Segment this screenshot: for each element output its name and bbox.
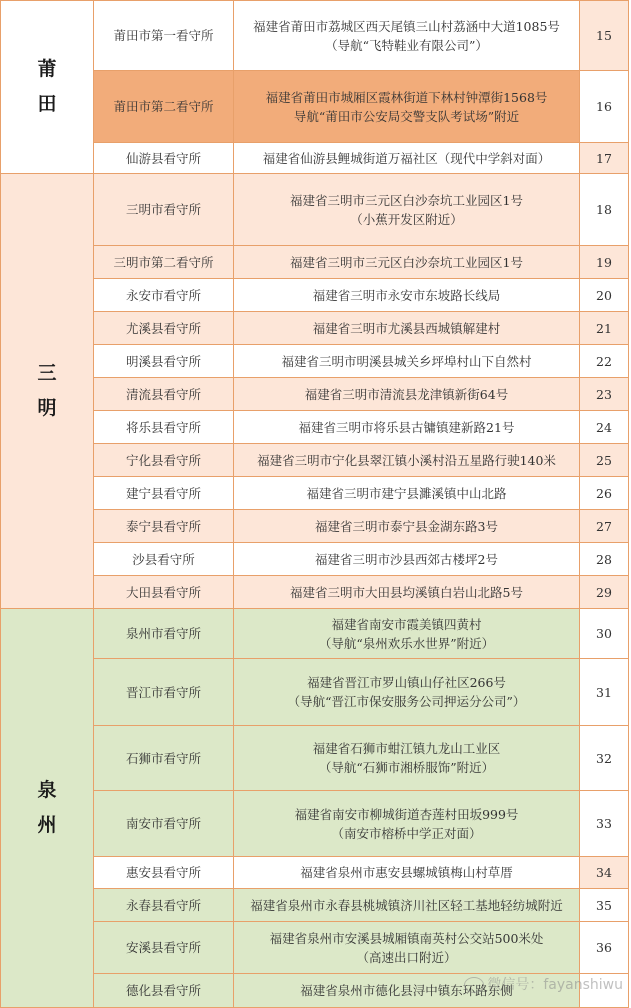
table-row	[1, 71, 629, 143]
row-number: 22	[580, 345, 629, 378]
city-char: 明	[37, 397, 57, 419]
row-number: 17	[580, 143, 629, 174]
facility-name: 永安市看守所	[94, 279, 234, 312]
facility-name: 南安市看守所	[94, 791, 234, 857]
table-body	[1, 1, 629, 1008]
row-number: 21	[580, 312, 629, 345]
facility-address	[234, 791, 580, 857]
address-line: 福建省三明市宁化县翠江镇小溪村沿五星路行驶140米	[257, 452, 556, 468]
city-char: 泉	[37, 779, 57, 801]
facility-address	[234, 576, 580, 609]
facility-name: 明溪县看守所	[94, 345, 234, 378]
address-line: 福建省三明市明溪县城关乡坪埠村山下自然村	[281, 353, 532, 369]
row-number: 23	[580, 378, 629, 411]
facility-name: 惠安县看守所	[94, 857, 234, 889]
facility-address	[234, 174, 580, 246]
facility-name: 石狮市看守所	[94, 726, 234, 791]
city-cell	[1, 609, 94, 1008]
address-line: （导航“飞特鞋业有限公司”）	[325, 37, 488, 53]
facility-name: 晋江市看守所	[94, 659, 234, 726]
facility-address	[234, 345, 580, 378]
facility-name: 尤溪县看守所	[94, 312, 234, 345]
row-number: 20	[580, 279, 629, 312]
address-line: 福建省泉州市德化县浔中镇东环路东侧	[300, 983, 513, 998]
facility-name: 将乐县看守所	[94, 411, 234, 444]
facility-name: 泰宁县看守所	[94, 510, 234, 543]
facility-name: 宁化县看守所	[94, 444, 234, 477]
table-row	[1, 444, 629, 477]
facility-name: 安溪县看守所	[94, 922, 234, 974]
address-line: 福建省泉州市惠安县螺城镇梅山村草厝	[300, 865, 513, 880]
address-line: 福建省三明市建宁县濉溪镇中山北路	[306, 485, 507, 501]
facility-address	[234, 411, 580, 444]
address-line: 福建省晋江市罗山镇山仔社区266号	[307, 675, 506, 690]
table-row	[1, 609, 629, 659]
address-line: 福建省石狮市蚶江镇九龙山工业区	[312, 741, 501, 756]
address-line: 福建省三明市三元区白沙奈坑工业园区1号	[290, 192, 523, 208]
table-row	[1, 477, 629, 510]
facility-address	[234, 246, 580, 279]
facility-name: 清流县看守所	[94, 378, 234, 411]
facility-address	[234, 279, 580, 312]
city-char: 州	[37, 814, 57, 836]
facility-address	[234, 510, 580, 543]
facility-address	[234, 143, 580, 174]
row-number: 27	[580, 510, 629, 543]
facility-address	[234, 726, 580, 791]
facility-address	[234, 857, 580, 889]
table-row	[1, 922, 629, 974]
table-row	[1, 246, 629, 279]
facility-name: 德化县看守所	[94, 974, 234, 1008]
watermark-text: 微信号：fayanshiwu	[487, 977, 623, 993]
row-number: 31	[580, 659, 629, 726]
address-line: 福建省三明市清流县龙津镇新街64号	[304, 386, 509, 402]
row-number: 36	[580, 922, 629, 974]
city-cell	[1, 174, 94, 609]
facility-address	[234, 974, 580, 1008]
row-number: 15	[580, 1, 629, 71]
address-line: 福建省三明市三元区白沙奈坑工业园区1号	[290, 254, 523, 270]
address-line: 福建省仙游县鲤城街道万福社区（现代中学斜对面）	[262, 150, 551, 166]
table-row	[1, 974, 629, 1008]
facility-address	[234, 922, 580, 974]
table-row	[1, 510, 629, 543]
row-number: 25	[580, 444, 629, 477]
row-number	[580, 974, 629, 1008]
facility-address	[234, 71, 580, 143]
address-line: 福建省莆田市城厢区霞林街道下林村钟潭街1568号	[265, 89, 548, 105]
table-row	[1, 312, 629, 345]
city-char: 莆	[37, 58, 57, 80]
address-line: （南安市榕桥中学正对面）	[331, 825, 482, 841]
table-row	[1, 726, 629, 791]
address-line: 福建省三明市永安市东坡路长线局	[312, 287, 501, 303]
row-number: 35	[580, 889, 629, 922]
table-row	[1, 411, 629, 444]
table-row	[1, 543, 629, 576]
city-cell	[1, 1, 94, 174]
row-number: 28	[580, 543, 629, 576]
table-row	[1, 174, 629, 246]
facility-address	[234, 378, 580, 411]
table-row	[1, 378, 629, 411]
row-number: 24	[580, 411, 629, 444]
address-line: 福建省南安市霞美镇四黄村	[331, 616, 482, 632]
row-number: 33	[580, 791, 629, 857]
address-line: （导航“晋江市保安服务公司押运分公司”）	[287, 694, 526, 709]
row-number: 19	[580, 246, 629, 279]
row-number: 18	[580, 174, 629, 246]
address-line: 福建省三明市尤溪县西城镇解建村	[312, 320, 501, 336]
facility-address	[234, 477, 580, 510]
facility-address	[234, 1, 580, 71]
row-number: 34	[580, 857, 629, 889]
table-row	[1, 1, 629, 71]
row-number: 32	[580, 726, 629, 791]
row-number: 16	[580, 71, 629, 143]
facility-name: 大田县看守所	[94, 576, 234, 609]
facility-name: 三明市第二看守所	[94, 246, 234, 279]
row-number: 30	[580, 609, 629, 659]
facility-name: 三明市看守所	[94, 174, 234, 246]
address-line: （小蕉开发区附近）	[350, 211, 463, 227]
city-char: 三	[37, 362, 57, 384]
facility-name: 建宁县看守所	[94, 477, 234, 510]
address-line: 福建省三明市沙县西郊古楼坪2号	[315, 551, 498, 567]
facility-address	[234, 543, 580, 576]
facility-address	[234, 889, 580, 922]
table-row	[1, 279, 629, 312]
table-row	[1, 143, 629, 174]
facility-name: 沙县看守所	[94, 543, 234, 576]
address-line: 福建省三明市大田县均溪镇白岩山北路5号	[290, 584, 523, 600]
facility-address	[234, 444, 580, 477]
facility-address	[234, 312, 580, 345]
row-number: 26	[580, 477, 629, 510]
city-char: 田	[37, 93, 57, 115]
table-row	[1, 576, 629, 609]
facility-address	[234, 659, 580, 726]
table-row	[1, 889, 629, 922]
row-number: 29	[580, 576, 629, 609]
address-line: 福建省三明市泰宁县金湖东路3号	[315, 518, 498, 534]
address-line: 福建省南安市柳城街道杏莲村田坂999号	[294, 806, 519, 822]
table-row	[1, 857, 629, 889]
address-line: （导航“泉州欢乐水世界”附近）	[318, 635, 495, 651]
table-row	[1, 791, 629, 857]
facility-address	[234, 609, 580, 659]
address-line: 福建省泉州市安溪县城厢镇南英村公交站500米处	[269, 930, 544, 946]
facility-name: 莆田市第一看守所	[94, 1, 234, 71]
facility-name: 莆田市第二看守所	[94, 71, 234, 143]
address-line: （高速出口附近）	[356, 949, 457, 965]
address-line: 福建省三明市将乐县古镛镇建新路21号	[298, 419, 515, 435]
address-line: 导航“莆田市公安局交警支队考试场”附近	[293, 108, 520, 124]
facility-name: 仙游县看守所	[94, 143, 234, 174]
table-row	[1, 345, 629, 378]
facility-name: 永春县看守所	[94, 889, 234, 922]
address-line: 福建省泉州市永春县桃城镇济川社区轻工基地轻纺城附近	[250, 897, 563, 913]
address-line: 福建省莆田市荔城区西天尾镇三山村荔涵中大道1085号	[253, 18, 560, 34]
address-line: （导航“石狮市湘桥服饰”附近）	[318, 760, 495, 775]
table-row	[1, 659, 629, 726]
facility-name: 泉州市看守所	[94, 609, 234, 659]
